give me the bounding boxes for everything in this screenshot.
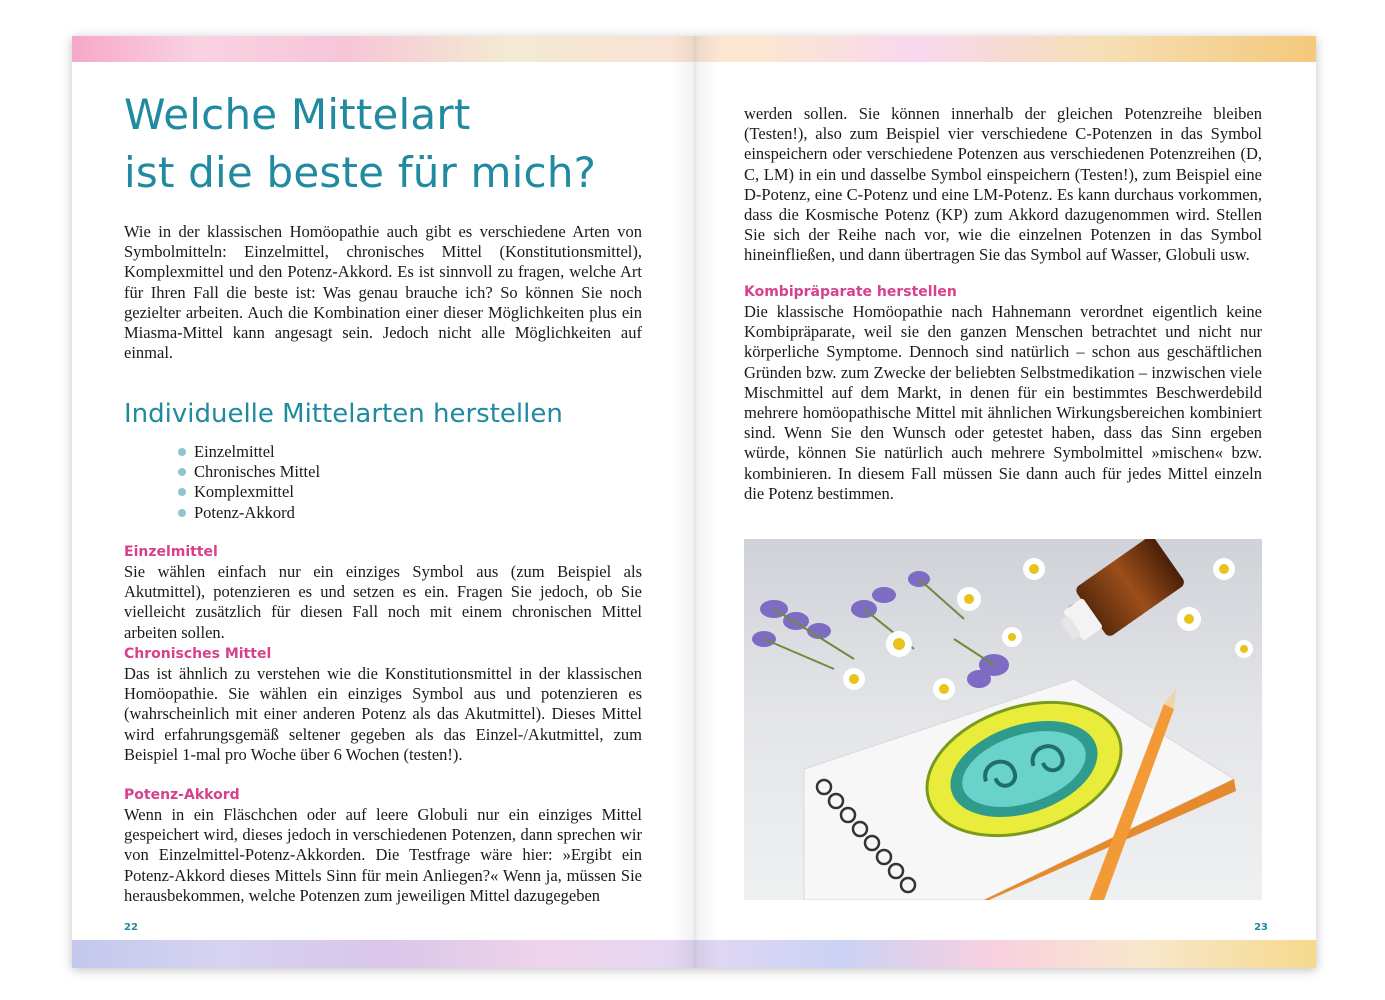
bullet-dot-icon	[178, 448, 186, 456]
list-item	[176, 462, 320, 482]
bullet-dot-icon	[178, 488, 186, 496]
section-text: Das ist ähnlich zu verstehen wie die Konstitutionsmittel in der klassischen Homöopathie. Sie wählen ein einziges Symbol aus und potenzieren es (wahrscheinlich mit einer anderen Potenz als das Akutmittel). Dieses Mittel wird erfahrungsgemäß seltener gegeben als das Einzel-/Akutmittel, zum Beispiel 1-mal pro Woche über 6 Wochen (testen!).	[124, 664, 642, 764]
list-item	[176, 503, 320, 523]
list-item	[176, 442, 320, 462]
section-text: Sie wählen einfach nur ein einziges Symbol aus (zum Beispiel als Akutmittel), potenzieren es und setzen es ein. Fragen Sie jedoch, ob Sie vielleicht zusätzlich für diesen Fall noch mit einem chronischen Mittel arbeiten sollen.	[124, 562, 642, 642]
section-heading: Chronisches Mittel	[124, 646, 272, 662]
section-potenz-akkord	[124, 785, 642, 906]
section-einzelmittel	[124, 542, 642, 643]
right-page	[694, 36, 1316, 968]
bullet-dot-icon	[178, 509, 186, 517]
continuation-paragraph: werden sollen. Sie können innerhalb der gleichen Potenzreihe bleiben (Testen!), also zum Beispiel vier verschiedene C-Potenzen in das Symbol einspeichern oder verschiedene Potenzen aus verschiedenen Potenzreihen (D, C, LM) in ein und dasselbe Symbol einspeichern (Testen!), zum Beispiel eine D-Potenz, eine C-Potenz und eine LM-Potenz. Es kann durchaus vorkommen, dass die Kosmische Potenz (KP) zum Akkord dazugenommen wird. Stellen Sie sich der Reihe nach vor, wie die einzelnen Potenzen in das Symbol hineinfließen, und dann übertragen Sie das Symbol auf Wasser, Globuli usw.	[744, 104, 1262, 265]
section-kombipraeparate	[744, 282, 1262, 504]
page-number-right: 23	[1254, 922, 1268, 933]
list-item	[176, 482, 320, 502]
list-item-label: Einzelmittel	[194, 442, 275, 461]
notebook-symbol-photo	[744, 539, 1262, 900]
title-line-2: ist die beste für mich?	[124, 148, 597, 197]
section-heading: Kombipräparate herstellen	[744, 284, 957, 300]
section-heading: Einzelmittel	[124, 544, 218, 560]
section-chronisches-mittel	[124, 644, 642, 765]
list-item-label: Komplexmittel	[194, 482, 294, 502]
list-item-label: Chronisches Mittel	[194, 462, 321, 482]
title-line-1: Welche Mittelart	[124, 90, 471, 139]
list-item-label: Potenz-Akkord	[194, 502, 295, 522]
section-heading: Potenz-Akkord	[124, 787, 240, 803]
section-text: Die klassische Homöopathie nach Hahnemann verordnet eigentlich keine Kombipräparate, weil sie den ganzen Menschen betrachtet und nicht nur körperliche Symptome. Dennoch sind natürlich – schon aus geschäftlichen Gründen bzw. zum Zwecke der beliebten Selbstmedikation – inzwischen viele Mischmittel auf dem Markt, in denen für ein bestimmtes Beschwerdebild mehrere homöopathische Mittel mit ähnlichen Wirkungsbereichen kombiniert sind. Wenn Sie den Wunsch oder getestet haben, dass das Sinn ergeben würde, können Sie natürlich auch mehrere Symbolmittel »mischen« bzw. kombinieren. In diesem Fall müssen Sie dann auch für jedes Mittel einzeln die Potenz bestimmen.	[744, 302, 1262, 503]
page-title	[124, 86, 664, 202]
section-subtitle: Individuelle Mittelarten herstellen	[124, 399, 563, 429]
page-number-left: 22	[124, 922, 138, 933]
bullet-list	[176, 442, 320, 523]
intro-paragraph: Wie in der klassischen Homöopathie auch gibt es verschiedene Arten von Symbolmitteln: Einzelmittel, chronisches Mittel (Konstitutionsmittel), Komplexmittel und den Potenz-Akkord. Es ist sinnvoll zu fragen, welche Art für Ihren Fall die beste ist: Was genau brauche ich? So können Sie noch gezielter arbeiten. Auch die Kombination einer dieser Möglichkeiten plus ein Miasma-Mittel kann angesagt sein. Jedoch nicht alle Möglichkeiten auf einmal.	[124, 222, 642, 363]
photo-illustration	[744, 539, 1262, 900]
section-text: Wenn in ein Fläschchen oder auf leere Globuli nur ein einziges Mittel gespeichert wird, dieses jedoch in verschiedenen Potenzen, dann sprechen wir von Einzelmittel-Potenz-Akkorden. Die Testfrage wäre hier: »Ergibt ein Potenz-Akkord dieses Mittels Sinn für mein Anliegen?« Wenn ja, müssen Sie herausbekommen, welche Potenzen zum jeweiligen Mittel dazugegeben	[124, 805, 642, 905]
book-spread	[72, 36, 1316, 968]
left-page	[72, 36, 694, 968]
bullet-dot-icon	[178, 468, 186, 476]
